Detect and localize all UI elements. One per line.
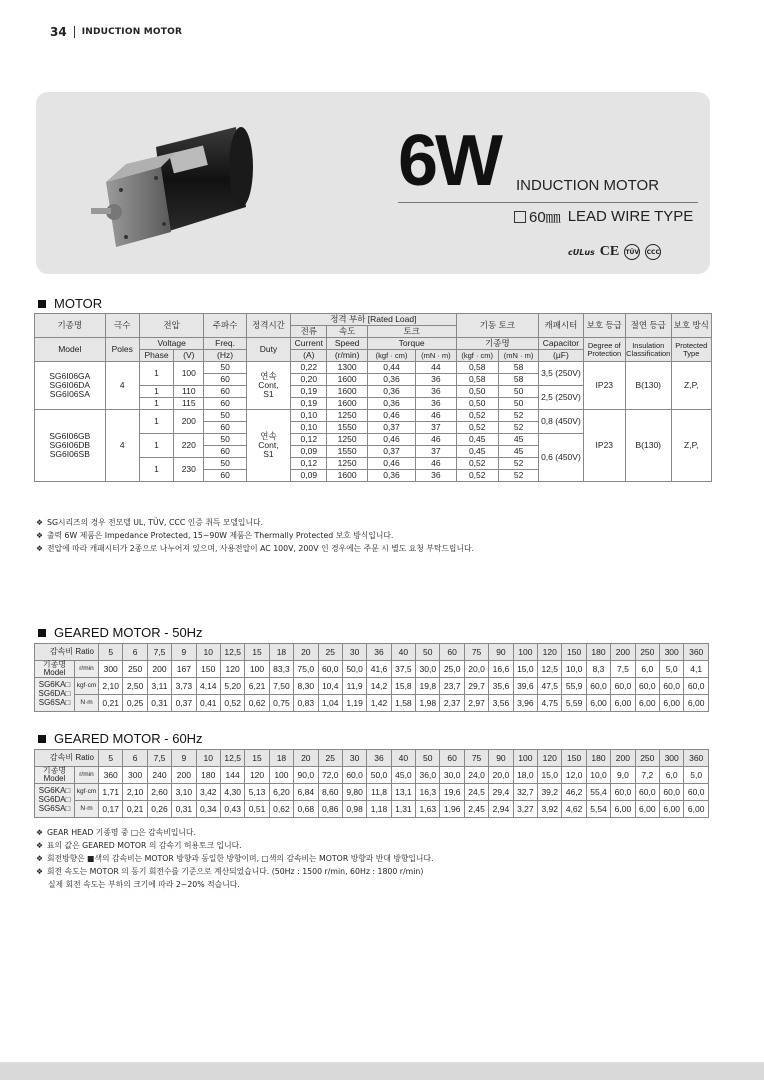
nm-cell: 0,17 xyxy=(99,801,123,818)
ratio-cell: 300 xyxy=(659,644,683,661)
kgf-cell: 60,0 xyxy=(659,678,683,695)
ratio-cell: 90 xyxy=(489,644,513,661)
speed-cell: 30,0 xyxy=(416,661,440,678)
hero-title: 6W xyxy=(398,121,500,201)
nm-cell: 0,21 xyxy=(99,695,123,712)
diamond-bullet-icon: ❖ xyxy=(36,828,43,837)
ratio-cell: 5 xyxy=(99,644,123,661)
nm-cell: 3,56 xyxy=(489,695,513,712)
table-row: 1 220 50 0,12 1250 0,46 46 0,45 45 0,6 (450V) xyxy=(35,434,712,446)
kgf-cell: 3,42 xyxy=(196,784,220,801)
nm-cell: 0,52 xyxy=(220,695,244,712)
kgf-cell: 60,0 xyxy=(659,784,683,801)
speed-cell: 240 xyxy=(147,767,171,784)
ratio-cell: 50 xyxy=(416,750,440,767)
nm-cell: 1,04 xyxy=(318,695,342,712)
kgf-cell: 2,60 xyxy=(147,784,171,801)
kgf-cell: 6,84 xyxy=(294,784,318,801)
speed-cell: 25,0 xyxy=(440,661,464,678)
kgf-row xyxy=(35,678,709,695)
kgf-cell: 60,0 xyxy=(611,784,635,801)
nm-cell: 0,68 xyxy=(294,801,318,818)
kgf-cell: 5,13 xyxy=(245,784,269,801)
motor-notes xyxy=(36,516,474,555)
kgf-cell: 19,6 xyxy=(440,784,464,801)
nm-cell: 0,26 xyxy=(147,801,171,818)
kgf-cell: 29,7 xyxy=(464,678,488,695)
ratio-cell: 300 xyxy=(659,750,683,767)
speed-row xyxy=(35,661,709,678)
diamond-bullet-icon: ❖ xyxy=(36,841,43,850)
ratio-cell: 15 xyxy=(245,750,269,767)
kgf-cell: 47,5 xyxy=(538,678,562,695)
diamond-bullet-icon: ❖ xyxy=(36,854,43,863)
kgf-cell: 29,4 xyxy=(489,784,513,801)
hero-panel xyxy=(36,92,710,274)
nm-cell: 1,63 xyxy=(416,801,440,818)
nm-unit: N·m xyxy=(75,801,99,818)
speed-cell: 360 xyxy=(99,767,123,784)
ratio-cell: 75 xyxy=(464,750,488,767)
nm-cell: 2,94 xyxy=(489,801,513,818)
nm-cell: 0,31 xyxy=(172,801,196,818)
table-row: 60 0,10 1550 0,37 37 0,52 52 xyxy=(35,422,712,434)
kgf-cell: 7,50 xyxy=(269,678,293,695)
speed-cell: 20,0 xyxy=(464,661,488,678)
ratio-cell: 25 xyxy=(318,644,342,661)
kgf-cell: 60,0 xyxy=(635,784,659,801)
note-item: ❖ GEAR HEAD 기종명 중 □은 감속비입니다. xyxy=(36,828,196,837)
square-icon xyxy=(514,211,526,223)
nm-cell: 0,98 xyxy=(342,801,366,818)
ce-logo-icon: CE xyxy=(599,244,620,259)
speed-cell: 10,0 xyxy=(562,661,586,678)
nm-cell: 5,54 xyxy=(586,801,610,818)
kgf-unit: kgf·cm xyxy=(75,678,99,695)
diamond-bullet-icon: ❖ xyxy=(36,867,43,876)
nm-cell: 1,58 xyxy=(391,695,415,712)
speed-cell: 20,0 xyxy=(489,767,513,784)
header-divider xyxy=(74,26,75,38)
kgf-cell: 55,4 xyxy=(586,784,610,801)
ratio-cell: 15 xyxy=(245,644,269,661)
ratio-cell: 150 xyxy=(562,750,586,767)
model-label: 기종명 Model xyxy=(35,661,75,678)
geared-50hz-title: GEARED MOTOR - 50Hz xyxy=(38,625,203,640)
kgf-cell: 39,2 xyxy=(538,784,562,801)
table-row: 60 0,09 1600 0,36 36 0,52 52 xyxy=(35,470,712,482)
speed-cell: 9,0 xyxy=(611,767,635,784)
nm-cell: 0,83 xyxy=(294,695,318,712)
ratio-cell: 60 xyxy=(440,750,464,767)
kgf-cell: 1,71 xyxy=(99,784,123,801)
rmin-unit: r/min xyxy=(75,767,99,784)
rmin-unit: r/min xyxy=(75,661,99,678)
ratio-cell: 20 xyxy=(294,750,318,767)
ratio-cell: 30 xyxy=(342,644,366,661)
nm-cell: 0,62 xyxy=(269,801,293,818)
nm-cell: 0,34 xyxy=(196,801,220,818)
table-row: SG6I06GB SG6I06DB SG6I06SB 4 1 200 50 연속 Cont, S1 0,10 1250 0,46 46 0,52 52 0,8 (450V) IP23 B(130) Z,P, xyxy=(35,410,712,422)
kgf-cell: 6,21 xyxy=(245,678,269,695)
page-number: 34 xyxy=(50,25,67,39)
speed-cell: 50,0 xyxy=(342,661,366,678)
nm-cell: 2,45 xyxy=(464,801,488,818)
speed-cell: 6,0 xyxy=(659,767,683,784)
kgf-cell: 4,14 xyxy=(196,678,220,695)
ratio-cell: 180 xyxy=(586,750,610,767)
nm-cell: 4,75 xyxy=(538,695,562,712)
geared-60hz-title: GEARED MOTOR - 60Hz xyxy=(38,731,203,746)
speed-cell: 41,6 xyxy=(367,661,391,678)
nm-cell: 0,75 xyxy=(269,695,293,712)
ratio-header-row xyxy=(35,750,709,767)
kgf-cell: 11,8 xyxy=(367,784,391,801)
nm-cell: 3,96 xyxy=(513,695,537,712)
kgf-cell: 16,3 xyxy=(416,784,440,801)
model-list: SG6I06GB SG6I06DB SG6I06SB xyxy=(35,410,106,482)
speed-cell: 12,0 xyxy=(562,767,586,784)
footer-bar xyxy=(0,1062,764,1080)
nm-cell: 1,96 xyxy=(440,801,464,818)
ratio-cell: 360 xyxy=(684,644,709,661)
kgf-cell: 2,10 xyxy=(123,784,147,801)
ratio-cell: 6 xyxy=(123,750,147,767)
nm-cell: 3,27 xyxy=(513,801,537,818)
nm-cell: 6,00 xyxy=(659,801,683,818)
ratio-cell: 18 xyxy=(269,644,293,661)
ratio-cell: 30 xyxy=(342,750,366,767)
kgf-cell: 46,2 xyxy=(562,784,586,801)
note-item: ❖ 회전방향은 ■색의 감속비는 MOTOR 방향과 동일한 방향이며, □색의 감속비는 MOTOR 방향과 반대 방향입니다. xyxy=(36,854,434,863)
ratio-cell: 120 xyxy=(538,644,562,661)
speed-cell: 300 xyxy=(99,661,123,678)
ratio-cell: 100 xyxy=(513,644,537,661)
nm-cell: 3,92 xyxy=(538,801,562,818)
speed-cell: 4,1 xyxy=(684,661,709,678)
speed-cell: 120 xyxy=(245,767,269,784)
speed-cell: 180 xyxy=(196,767,220,784)
type-size: 60㎜ xyxy=(529,209,561,226)
speed-row xyxy=(35,767,709,784)
nm-cell: 6,00 xyxy=(684,801,709,818)
speed-cell: 167 xyxy=(172,661,196,678)
speed-cell: 10,0 xyxy=(586,767,610,784)
table-row: 1 230 50 0,12 1250 0,46 46 0,52 52 xyxy=(35,458,712,470)
speed-cell: 83,3 xyxy=(269,661,293,678)
type-label: LEAD WIRE TYPE xyxy=(567,208,694,225)
kgf-cell: 13,1 xyxy=(391,784,415,801)
nm-cell: 0,41 xyxy=(196,695,220,712)
ratio-cell: 10 xyxy=(196,750,220,767)
nm-cell: 0,43 xyxy=(220,801,244,818)
ratio-cell: 75 xyxy=(464,644,488,661)
nm-cell: 1,42 xyxy=(367,695,391,712)
certification-marks xyxy=(568,244,661,260)
ratio-cell: 250 xyxy=(635,644,659,661)
speed-cell: 7,5 xyxy=(611,661,635,678)
speed-cell: 150 xyxy=(196,661,220,678)
ratio-cell: 12,5 xyxy=(220,644,244,661)
diamond-bullet-icon: ❖ xyxy=(36,531,43,540)
nm-cell: 4,62 xyxy=(562,801,586,818)
note-item: ❖ 표의 값은 GEARED MOTOR 의 감속기 허용토크 입니다. xyxy=(36,841,242,850)
motor-section-title: MOTOR xyxy=(38,296,102,311)
ratio-cell: 6 xyxy=(123,644,147,661)
kgf-cell: 15,8 xyxy=(391,678,415,695)
hero-divider xyxy=(398,202,698,203)
geared-60hz-table xyxy=(34,749,709,818)
kgf-cell: 4,30 xyxy=(220,784,244,801)
speed-cell: 15,0 xyxy=(513,661,537,678)
nm-row xyxy=(35,695,709,712)
ratio-cell: 12,5 xyxy=(220,750,244,767)
nm-cell: 1,18 xyxy=(367,801,391,818)
nm-cell: 6,00 xyxy=(635,801,659,818)
speed-cell: 5,0 xyxy=(684,767,709,784)
nm-cell: 6,00 xyxy=(635,695,659,712)
kgf-cell: 11,9 xyxy=(342,678,366,695)
speed-cell: 60,0 xyxy=(318,661,342,678)
note-item: ❖ 회전 속도는 MOTOR 의 동기 회전수를 기준으로 계산되었습니다. (50Hz : 1500 r/min, 60Hz : 1800 r/min) xyxy=(36,867,424,876)
speed-cell: 60,0 xyxy=(342,767,366,784)
model-label: 기종명 Model xyxy=(35,767,75,784)
ratio-cell: 250 xyxy=(635,750,659,767)
nm-cell: 0,25 xyxy=(123,695,147,712)
model-list: SG6KA□ SG6DA□ SG6SA□ xyxy=(35,678,75,712)
tuv-logo-icon: TÜV xyxy=(624,244,640,260)
nm-cell: 6,00 xyxy=(586,695,610,712)
ratio-label: 감속비 Ratio xyxy=(35,750,99,767)
ratio-cell: 100 xyxy=(513,750,537,767)
ratio-cell: 7,5 xyxy=(147,750,171,767)
table-row: 1 115 60 0,19 1600 0,36 36 0,50 50 xyxy=(35,398,712,410)
speed-cell: 200 xyxy=(172,767,196,784)
kgf-cell: 9,80 xyxy=(342,784,366,801)
speed-cell: 18,0 xyxy=(513,767,537,784)
kgf-cell: 19,8 xyxy=(416,678,440,695)
ratio-cell: 9 xyxy=(172,750,196,767)
speed-cell: 8,3 xyxy=(586,661,610,678)
ratio-cell: 36 xyxy=(367,644,391,661)
kgf-cell: 6,20 xyxy=(269,784,293,801)
gear-notes xyxy=(36,826,433,891)
page-header xyxy=(50,24,182,40)
nm-row xyxy=(35,801,709,818)
kgf-cell: 23,7 xyxy=(440,678,464,695)
ratio-cell: 5 xyxy=(99,750,123,767)
ratio-cell: 60 xyxy=(440,644,464,661)
kgf-cell: 39,6 xyxy=(513,678,537,695)
table-row: SG6I06GA SG6I06DA SG6I06SA 4 1 100 50 연속 Cont, S1 0,22 1300 0,44 44 0,58 58 3,5 (250V) IP23 B(130) Z,P, xyxy=(35,362,712,374)
speed-cell: 144 xyxy=(220,767,244,784)
nm-cell: 6,00 xyxy=(611,695,635,712)
speed-cell: 37,5 xyxy=(391,661,415,678)
nm-cell: 2,97 xyxy=(464,695,488,712)
diamond-bullet-icon: ❖ xyxy=(36,544,43,553)
speed-cell: 50,0 xyxy=(367,767,391,784)
ratio-cell: 120 xyxy=(538,750,562,767)
speed-cell: 100 xyxy=(245,661,269,678)
gear-motor-photo-icon xyxy=(86,112,276,252)
ratio-cell: 40 xyxy=(391,750,415,767)
kgf-cell: 24,5 xyxy=(464,784,488,801)
speed-cell: 45,0 xyxy=(391,767,415,784)
speed-cell: 120 xyxy=(220,661,244,678)
speed-cell: 24,0 xyxy=(464,767,488,784)
ratio-cell: 150 xyxy=(562,644,586,661)
nm-cell: 6,00 xyxy=(659,695,683,712)
square-bullet-icon xyxy=(38,629,46,637)
ratio-cell: 25 xyxy=(318,750,342,767)
kgf-cell: 60,0 xyxy=(635,678,659,695)
kgf-cell: 32,7 xyxy=(513,784,537,801)
speed-cell: 6,0 xyxy=(635,661,659,678)
note-item: 실제 회전 속도는 부하의 크기에 따라 2~20% 적습니다. xyxy=(48,880,240,889)
kgf-cell: 3,10 xyxy=(172,784,196,801)
kgf-cell: 3,73 xyxy=(172,678,196,695)
kgf-cell: 55,9 xyxy=(562,678,586,695)
kgf-cell: 2,50 xyxy=(123,678,147,695)
kgf-row xyxy=(35,784,709,801)
section-name: INDUCTION MOTOR xyxy=(81,27,183,37)
nm-cell: 0,86 xyxy=(318,801,342,818)
nm-cell: 0,37 xyxy=(172,695,196,712)
ratio-cell: 50 xyxy=(416,644,440,661)
ratio-cell: 7,5 xyxy=(147,644,171,661)
speed-cell: 300 xyxy=(123,767,147,784)
kgf-cell: 3,11 xyxy=(147,678,171,695)
speed-cell: 12,5 xyxy=(538,661,562,678)
speed-cell: 7,2 xyxy=(635,767,659,784)
nm-cell: 6,00 xyxy=(684,695,709,712)
ratio-cell: 180 xyxy=(586,644,610,661)
nm-cell: 1,31 xyxy=(391,801,415,818)
table-row: 60 0,09 1550 0,37 37 0,45 45 xyxy=(35,446,712,458)
nm-cell: 0,62 xyxy=(245,695,269,712)
ratio-cell: 20 xyxy=(294,644,318,661)
nm-cell: 0,21 xyxy=(123,801,147,818)
lead-wire-type xyxy=(514,206,693,227)
speed-cell: 30,0 xyxy=(440,767,464,784)
kgf-cell: 10,4 xyxy=(318,678,342,695)
ratio-cell: 200 xyxy=(611,750,635,767)
ratio-header-row xyxy=(35,644,709,661)
kgf-cell: 14,2 xyxy=(367,678,391,695)
kgf-cell: 60,0 xyxy=(684,678,709,695)
duty-cell: 연속 Cont, S1 xyxy=(246,362,290,410)
kgf-cell: 60,0 xyxy=(684,784,709,801)
ratio-cell: 10 xyxy=(196,644,220,661)
speed-cell: 72,0 xyxy=(318,767,342,784)
kgf-cell: 8,60 xyxy=(318,784,342,801)
ratio-cell: 40 xyxy=(391,644,415,661)
kgf-cell: 8,30 xyxy=(294,678,318,695)
geared-50hz-table xyxy=(34,643,709,712)
nm-cell: 6,00 xyxy=(611,801,635,818)
table-row: 1 110 60 0,19 1600 0,36 36 0,50 50 2,5 (250V) xyxy=(35,386,712,398)
kgf-cell: 35,6 xyxy=(489,678,513,695)
speed-cell: 15,0 xyxy=(538,767,562,784)
note-item: ❖ SG시리즈의 경우 전모델 UL, TÜV, CCC 인증 취득 모델입니다. xyxy=(36,518,264,527)
ratio-label: 감속비 Ratio xyxy=(35,644,99,661)
speed-cell: 36,0 xyxy=(416,767,440,784)
table-row: 60 0,20 1600 0,36 36 0,58 58 xyxy=(35,374,712,386)
duty-cell: 연속 Cont, S1 xyxy=(246,410,290,482)
kgf-cell: 2,10 xyxy=(99,678,123,695)
speed-cell: 16,6 xyxy=(489,661,513,678)
ratio-cell: 90 xyxy=(489,750,513,767)
speed-cell: 250 xyxy=(123,661,147,678)
square-bullet-icon xyxy=(38,300,46,308)
note-item: ❖ 전압에 따라 캐패시터가 2종으로 나누어져 있으며, 사용전압이 AC 100V, 200V 인 경우에는 주문 시 별도 요청 부탁드립니다. xyxy=(36,544,474,553)
ratio-cell: 9 xyxy=(172,644,196,661)
speed-cell: 200 xyxy=(147,661,171,678)
nm-cell: 1,19 xyxy=(342,695,366,712)
speed-cell: 5,0 xyxy=(659,661,683,678)
square-bullet-icon xyxy=(38,735,46,743)
diamond-bullet-icon: ❖ xyxy=(36,518,43,527)
nm-cell: 2,37 xyxy=(440,695,464,712)
nm-unit: N·m xyxy=(75,695,99,712)
nm-cell: 1,98 xyxy=(416,695,440,712)
ratio-cell: 36 xyxy=(367,750,391,767)
nm-cell: 0,51 xyxy=(245,801,269,818)
speed-cell: 75,0 xyxy=(294,661,318,678)
ratio-cell: 360 xyxy=(684,750,709,767)
speed-cell: 100 xyxy=(269,767,293,784)
nm-cell: 0,31 xyxy=(147,695,171,712)
kgf-cell: 60,0 xyxy=(586,678,610,695)
model-list: SG6KA□ SG6DA□ SG6SA□ xyxy=(35,784,75,818)
hero-subtitle: INDUCTION MOTOR xyxy=(516,177,660,194)
ccc-logo-icon: CCC xyxy=(645,244,661,260)
motor-spec-table: 기종명 극수 전압 주파수 정격시간 정격 부하 [Rated Load] 기동 토크 캐패시터 보호 등급 절연 등급 보호 방식 전류 속도 토크 Model Poles Voltage Freq. Duty Current Speed Torque 기종명 Capacitor Degree of Protection Insulation Classification Protected Type Phase (V) (Hz) (A) (r/min) (kgf · cm) (mN · m) (kgf · cm) (mN · m) (μF) SG6I06GA SG6I06DA SG6I06SA 4 1 100 50 연속 Cont, S1 0,22 1300 0,44 44 0,58 58 3,5 (250V) IP23 B(130) Z,P, 60 0,20 1600 0,36 36 0,58 58 1 110 60 0,19 1600 0,36 36 0,50 50 2,5 (250V) 1 115 60 0,19 1600 0,36 36 0,50 50 SG6I06GB SG6I06DB SG6I06SB 4 1 200 50 연속 Cont, S1 0,10 1250 0,46 46 0,52 52 0,8 (450V) IP23 B(130) Z,P, 60 0,10 1550 0,37 37 0,52 52 1 220 50 0,12 1250 0,46 46 0,45 45 0,6 (450V) 60 0,09 1550 0,37 37 0,45 45 1 230 50 0,12 1250 0,46 46 0,52 52 60 0,09 1600 0,36 36 0,52 52 xyxy=(34,313,712,482)
speed-cell: 90,0 xyxy=(294,767,318,784)
ratio-cell: 18 xyxy=(269,750,293,767)
kgf-cell: 60,0 xyxy=(611,678,635,695)
nm-cell: 5,59 xyxy=(562,695,586,712)
note-item: ❖ 출력 6W 제품은 Impedance Protected, 15~90W 제품은 Thermally Protected 보호 방식입니다. xyxy=(36,531,394,540)
kgf-unit: kgf·cm xyxy=(75,784,99,801)
cul-us-logo-icon: cULus xyxy=(568,247,595,257)
model-list: SG6I06GA SG6I06DA SG6I06SA xyxy=(35,362,106,410)
kgf-cell: 5,20 xyxy=(220,678,244,695)
ratio-cell: 200 xyxy=(611,644,635,661)
